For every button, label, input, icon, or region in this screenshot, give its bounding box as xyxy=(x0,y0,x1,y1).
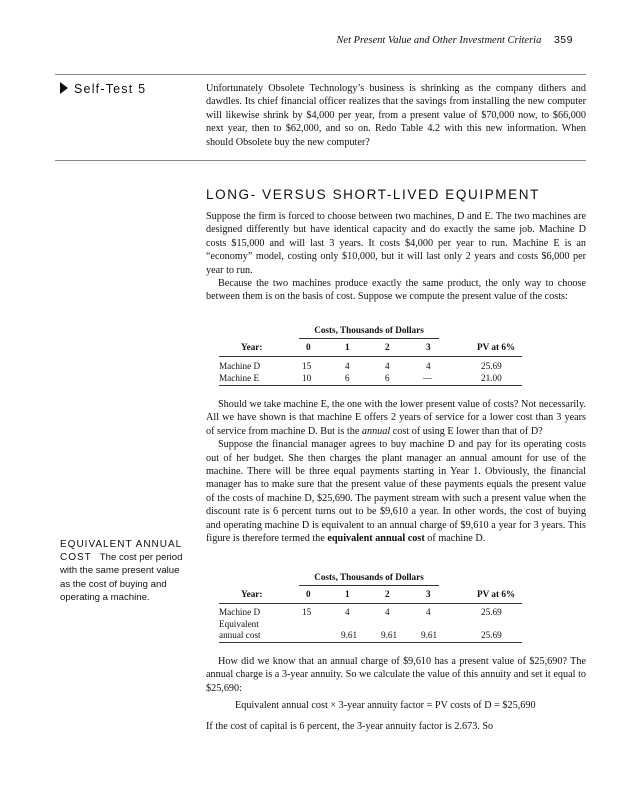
column-header: 0 xyxy=(306,342,311,352)
margin-term: EQUIVALENT ANNUAL COST xyxy=(60,539,182,564)
table-rule xyxy=(219,642,522,643)
table-group-header: Costs, Thousands of Dollars xyxy=(314,325,424,335)
analysis-paragraphs xyxy=(206,398,586,545)
column-header: 3 xyxy=(426,589,431,599)
table-cell: 15 xyxy=(302,361,312,371)
triangle-bullet-icon xyxy=(60,82,68,94)
divider-top xyxy=(55,74,586,75)
row-label: Machine D xyxy=(219,361,261,371)
year-label: Year: xyxy=(241,589,263,599)
table-cell: 4 xyxy=(385,361,390,371)
table-cell-pv: 25.69 xyxy=(481,630,502,640)
table-cell: 9.61 xyxy=(421,630,438,640)
self-test-title: Self-Test 5 xyxy=(74,82,147,96)
table-cell: 10 xyxy=(302,373,312,383)
column-header: 3 xyxy=(426,342,431,352)
table-cell: 4 xyxy=(426,607,431,617)
column-header: 1 xyxy=(345,589,350,599)
running-head xyxy=(336,34,573,46)
pv-column-header: PV at 6% xyxy=(477,342,516,352)
column-header: 1 xyxy=(345,342,350,352)
column-header: 2 xyxy=(385,589,390,599)
row-label: Machine D xyxy=(219,607,261,617)
table-cell-pv: 21.00 xyxy=(481,373,502,383)
table-rule xyxy=(219,603,522,604)
table-cell: 4 xyxy=(345,607,350,617)
pv-column-header: PV at 6% xyxy=(477,589,516,599)
table-rule xyxy=(219,356,522,357)
table-cell: 9.61 xyxy=(341,630,358,640)
paragraph: Suppose the firm is forced to choose between two machines, D and E. The two machines are designed differently but have identical capacity and do exactly the same job. Machine D costs $15,000 and will last 3 years. It costs $4,000 per year to run. Machine E is an “economy” model, costing only $10,000, but it will last only 2 years and costs $6,000 per year to run. xyxy=(206,211,586,276)
table-cell: 9.61 xyxy=(381,630,398,640)
cost-table-2 xyxy=(219,572,522,644)
table-cell: — xyxy=(423,373,433,383)
table-cell: 15 xyxy=(302,607,312,617)
key-term: equivalent annual cost xyxy=(327,533,425,545)
section-heading: LONG- VERSUS SHORT-LIVED EQUIPMENT xyxy=(206,187,540,202)
annuity-paragraph xyxy=(206,655,586,695)
self-test-label xyxy=(60,82,146,96)
row-label: Equivalent xyxy=(219,619,259,629)
paragraph: Suppose the financial manager agrees to buy machine D and pay for its operating costs out of her budget. She then charges the plant manager an annual amount for use of the machine. There will be three equal payments starting in Year 1. Obviously, the financial manager has to make sure that the present value of these payments equals the present value of the costs of machine D, $25,690. The payment stream with such a present value when the discount rate is 6 percent turns out to be $9,610 a year. In other words, the cost of buying and operating machine D is equivalent to an annual charge of $9,610 a year for 3 years. This figure is therefore termed the equivalent annual cost of machine D. xyxy=(206,439,586,545)
equation: Equivalent annual cost × 3-year annuity factor = PV costs of D = $25,690 xyxy=(235,700,536,711)
table-header-rule xyxy=(299,338,439,339)
table-cell-pv: 25.69 xyxy=(481,607,502,617)
chapter-title: Net Present Value and Other Investment Criteria xyxy=(336,35,542,46)
year-label: Year: xyxy=(241,342,263,352)
table-cell-pv: 25.69 xyxy=(481,361,502,371)
paragraph: Because the two machines produce exactly the same product, the only way to choose between them is on the basis of cost. Suppose we compute the present value of the costs: xyxy=(206,278,586,303)
table-cell: 4 xyxy=(345,361,350,371)
row-label-line2: annual cost xyxy=(219,630,261,640)
row-label: Machine E xyxy=(219,373,260,383)
divider-bottom xyxy=(55,160,586,161)
self-test-text: Unfortunately Obsolete Technology’s business is shrinking as the company dithers and dawdles. Its chief financial officer realizes that the savings from installing the new computer will likewise shrink by $4,000 per year, from a present value of $70,000 now, to $66,000 next year, then to $62,000, and so on. Redo Table 4.2 with this new information. When should Obsolete buy the new computer? xyxy=(206,83,586,148)
table-cell: 4 xyxy=(385,607,390,617)
table-rule xyxy=(219,385,522,386)
table-header-rule xyxy=(299,585,439,586)
table-cell: 6 xyxy=(345,373,350,383)
table-cell: 6 xyxy=(385,373,390,383)
paragraph: If the cost of capital is 6 percent, the 3-year annuity factor is 2.673. So xyxy=(206,721,494,732)
cost-table-1 xyxy=(219,325,522,387)
table-group-header: Costs, Thousands of Dollars xyxy=(314,572,424,582)
page-number: 359 xyxy=(553,34,573,46)
column-header: 2 xyxy=(385,342,390,352)
margin-definition xyxy=(60,538,185,604)
paragraph: Should we take machine E, the one with the lower present value of costs? Not necessarily. All we have shown is that machine E offers 2 years of service for a lower cost than 3 years of service from machine D. But is the annual cost of using E lower than that of D? xyxy=(206,399,586,437)
table-cell: 4 xyxy=(426,361,431,371)
paragraph: How did we know that an annual charge of $9,610 has a present value of $25,690? The annual charge is a 3-year annuity. So we calculate the value of this annuity and set it equal to $25,690: xyxy=(206,656,586,694)
column-header: 0 xyxy=(306,589,311,599)
margin-definition-text: The cost per period with the same present value as the cost of buying and operating a machine. xyxy=(60,552,183,603)
intro-paragraphs xyxy=(206,210,586,304)
